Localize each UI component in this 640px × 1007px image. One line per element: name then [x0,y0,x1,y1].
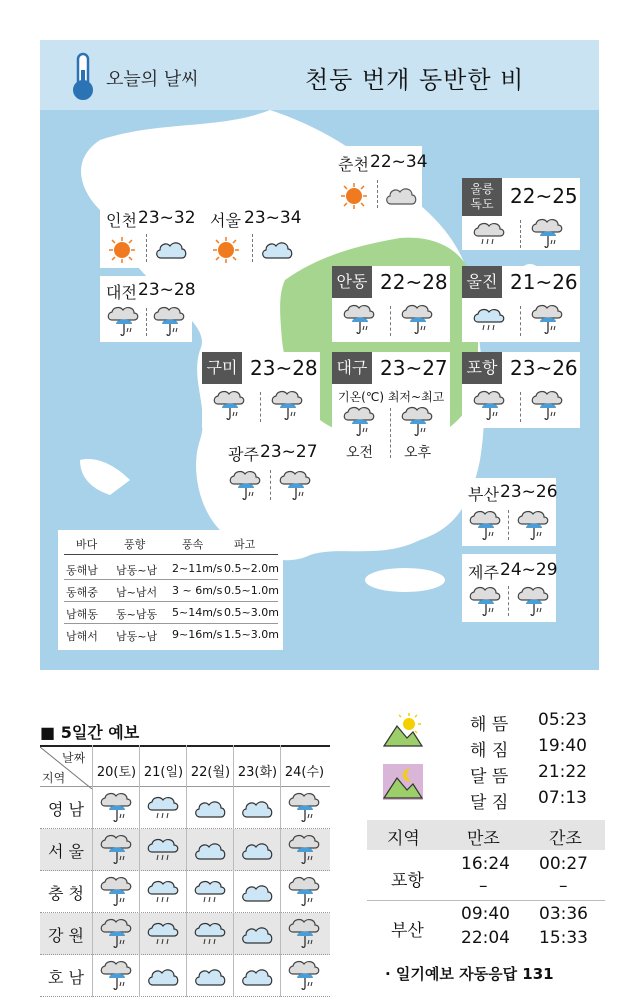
sea-header: 풍향 [124,538,146,551]
col-divider [186,745,187,997]
sea-cell: 1.5~3.0m [224,628,279,641]
rain-icon [228,470,262,502]
rain-icon [468,510,502,542]
rain-icon [99,834,133,870]
day-header: 23(화) [237,765,278,780]
separator [508,586,509,616]
city-temp: 22~28 [380,270,448,294]
cloudy-sun-icon [193,797,227,825]
city-tag: 구미 [202,352,242,384]
card-busan [462,478,556,546]
cloudy-sun-icon [146,965,180,993]
sea-cell: 남해동 [66,608,98,621]
sea-row [64,624,278,646]
rain-icon [530,304,564,336]
sea-cell: 0.5~3.0m [224,606,279,619]
tide-header-cell: 지역 [387,829,420,849]
city-temp: 23~28 [250,356,318,380]
city-name: 서울 [210,211,241,230]
separator [260,392,261,422]
day-header: 24(수) [284,765,325,780]
cloud-rain-light-icon [146,920,180,952]
cloudy-sun-icon [240,797,274,825]
sea-cell: 0.5~1.0m [224,584,279,597]
sunny-icon [212,236,240,264]
rain-icon [530,218,564,250]
city-tag: 울진 [462,266,502,298]
cloudy-sun-icon [154,238,188,262]
day-header: 20(토) [96,765,137,780]
city-temp: 23~26 [510,356,578,380]
city-name: 대전 [106,283,137,302]
forecast-row [40,955,330,997]
card-gwangju [222,438,318,506]
rain-icon [287,876,321,912]
separator [520,220,521,248]
sea-header-rule [64,554,278,555]
card-pohang [462,352,580,428]
card-daejeon [100,276,196,342]
card-andong [332,266,450,342]
rain-icon [99,960,133,996]
sea-cell: 3 ~ 6m/s [172,584,223,597]
cloudy-icon [384,184,418,208]
rain-icon [152,306,186,338]
moonset-time: 07:13 [538,788,587,808]
city-temp: 23~34 [244,208,302,228]
city-name: 인천 [106,211,137,230]
cloud-rain-light-icon [472,306,506,334]
rain-icon [99,792,133,828]
sunset-label: 해 짐 [470,741,509,761]
rain-icon [342,406,376,438]
separator [390,306,391,336]
col-divider [280,745,281,997]
city-tag: 대구 [332,352,372,384]
rain-icon [287,918,321,954]
cloudy-sun-icon [260,238,294,262]
square-bullet-icon: ■ [40,723,61,742]
separator [270,470,271,500]
tide-low: 03:36 [539,904,588,924]
forecast-region: 서 울 [48,842,84,861]
footer-hotline: · 일기예보 자동응답 131 [385,965,554,983]
day-header: 22(월) [190,765,231,780]
card-ulleung [462,178,580,250]
moonrise-time: 21:22 [538,762,587,782]
sunny-icon [340,182,368,210]
rain-icon [287,960,321,996]
sea-cell: 5~14m/s [172,606,223,619]
forecast-row [40,787,330,829]
tide-header-cell: 만조 [467,829,500,849]
city-tag: 포항 [462,352,502,384]
forecast-title [40,720,139,743]
headline: 천둥 번개 동반한 비 [305,66,525,94]
tide-high: 22:04 [461,928,510,948]
moonset-label: 달 짐 [470,793,509,813]
sea-table [58,530,283,650]
sea-cell: 동해중 [66,586,98,599]
legend-unit: 기온(℃) 최저~최고 [338,390,445,404]
separator [390,408,391,458]
separator [377,180,378,208]
city-temp: 21~26 [510,270,578,294]
cloudy-sun-icon [240,965,274,993]
cloud-rain-icon [472,220,506,248]
card-chuncheon [332,146,428,216]
rain-icon [212,390,246,422]
sea-cell: 9~16m/s [172,628,223,641]
tide-low: 15:33 [539,928,588,948]
tide-low: – [559,876,568,896]
forecast-header [40,745,330,787]
city-temp: 23~26 [500,482,558,502]
moonrise-label: 달 뜸 [470,767,509,787]
city-temp: 22~25 [510,184,578,208]
cloudy-sun-icon [193,965,227,993]
city-name: 광주 [228,445,259,464]
separator [252,234,253,262]
city-temp: 24~29 [500,560,558,580]
city-tag: 울릉 독도 [462,178,502,216]
corner-date: 날짜 [62,751,86,765]
sea-cell: 남동~남 [116,630,158,643]
tide-region: 포항 [391,871,424,891]
sunny-icon [108,236,136,264]
cloud-rain-light-icon [193,878,227,910]
city-temp: 23~28 [138,280,196,300]
sea-cell: 동해남 [66,564,98,577]
rain-icon [287,792,321,828]
rain-icon [516,510,550,542]
tide-region: 부산 [391,921,424,941]
cloudy-sun-icon [193,839,227,867]
city-tag: 안동 [332,266,372,298]
rain-icon [287,834,321,870]
day-header: 21(일) [143,765,184,780]
tide-low: 00:27 [539,854,588,874]
city-name: 제주 [468,563,499,582]
rain-icon [99,918,133,954]
city-temp: 23~27 [380,356,448,380]
rain-icon [270,390,304,422]
col-divider [233,745,234,997]
sea-header: 풍속 [182,538,204,551]
forecast-row [40,829,330,871]
tide-high: 16:24 [461,854,510,874]
card-incheon [100,204,196,268]
card-seoul [204,204,300,268]
tide-header-cell: 간조 [549,829,582,849]
rain-icon [472,390,506,422]
sunset-time: 19:40 [538,736,587,756]
card-gumi [202,352,320,428]
tide-high: – [479,876,488,896]
separator [146,234,147,262]
forecast-region: 충 청 [48,884,84,903]
separator [146,308,147,336]
city-name: 춘천 [338,155,369,174]
separator [520,306,521,336]
sea-cell: 남~남서 [116,586,158,599]
rain-icon [400,406,434,438]
card-jeju [462,554,556,622]
col-divider [139,745,140,997]
city-temp: 23~32 [138,208,196,228]
card-daegu [332,352,450,464]
rain-icon [516,586,550,618]
rain-icon [342,304,376,336]
cloudy-sun-icon [240,839,274,867]
rain-icon [278,470,312,502]
legend-am: 오전 [346,445,374,461]
forecast-row [40,871,330,913]
sea-row [64,602,278,624]
city-temp: 23~27 [260,442,318,462]
cloud-rain-light-icon [146,836,180,868]
cloud-rain-light-icon [193,920,227,952]
forecast-region: 영 남 [48,800,84,819]
forecast-region: 호 남 [48,968,84,987]
tide-row-rule [367,900,605,901]
forecast-row [40,913,330,955]
sea-header: 파고 [234,538,256,551]
tide-high: 09:40 [461,904,510,924]
city-temp: 22~34 [370,152,428,172]
sunrise-icon [383,712,423,748]
sunrise-label: 해 뜸 [470,715,509,735]
rain-icon [400,304,434,336]
separator [520,392,521,422]
cloudy-sun-icon [240,923,274,951]
rain-icon [106,306,140,338]
moonrise-icon [383,764,423,800]
city-name: 부산 [468,485,499,504]
sea-row [64,580,278,602]
cloud-rain-light-icon [146,878,180,910]
forecast-title-text: 5일간 예보 [60,723,140,742]
legend-pm: 오후 [404,445,432,461]
sea-cell: 0.5~2.0m [224,562,279,575]
sea-header: 바다 [76,538,98,551]
sea-row [64,558,278,580]
rain-icon [468,586,502,618]
separator [508,510,509,540]
cloud-rain-light-icon [146,794,180,826]
today-label: 오늘의 날씨 [106,69,199,90]
rain-icon [530,390,564,422]
forecast-region: 강 원 [48,926,84,945]
sunrise-time: 05:23 [538,710,587,730]
card-uljin [462,266,580,342]
cloudy-sun-icon [240,881,274,909]
col-divider [92,745,93,997]
sea-cell: 남동~남 [116,564,158,577]
sea-cell: 동~남동 [116,608,158,621]
corner-region: 지역 [42,771,66,785]
tide-header [367,820,605,850]
sea-cell: 2~11m/s [172,562,223,575]
sea-cell: 남해서 [66,630,98,643]
rain-icon [99,876,133,912]
